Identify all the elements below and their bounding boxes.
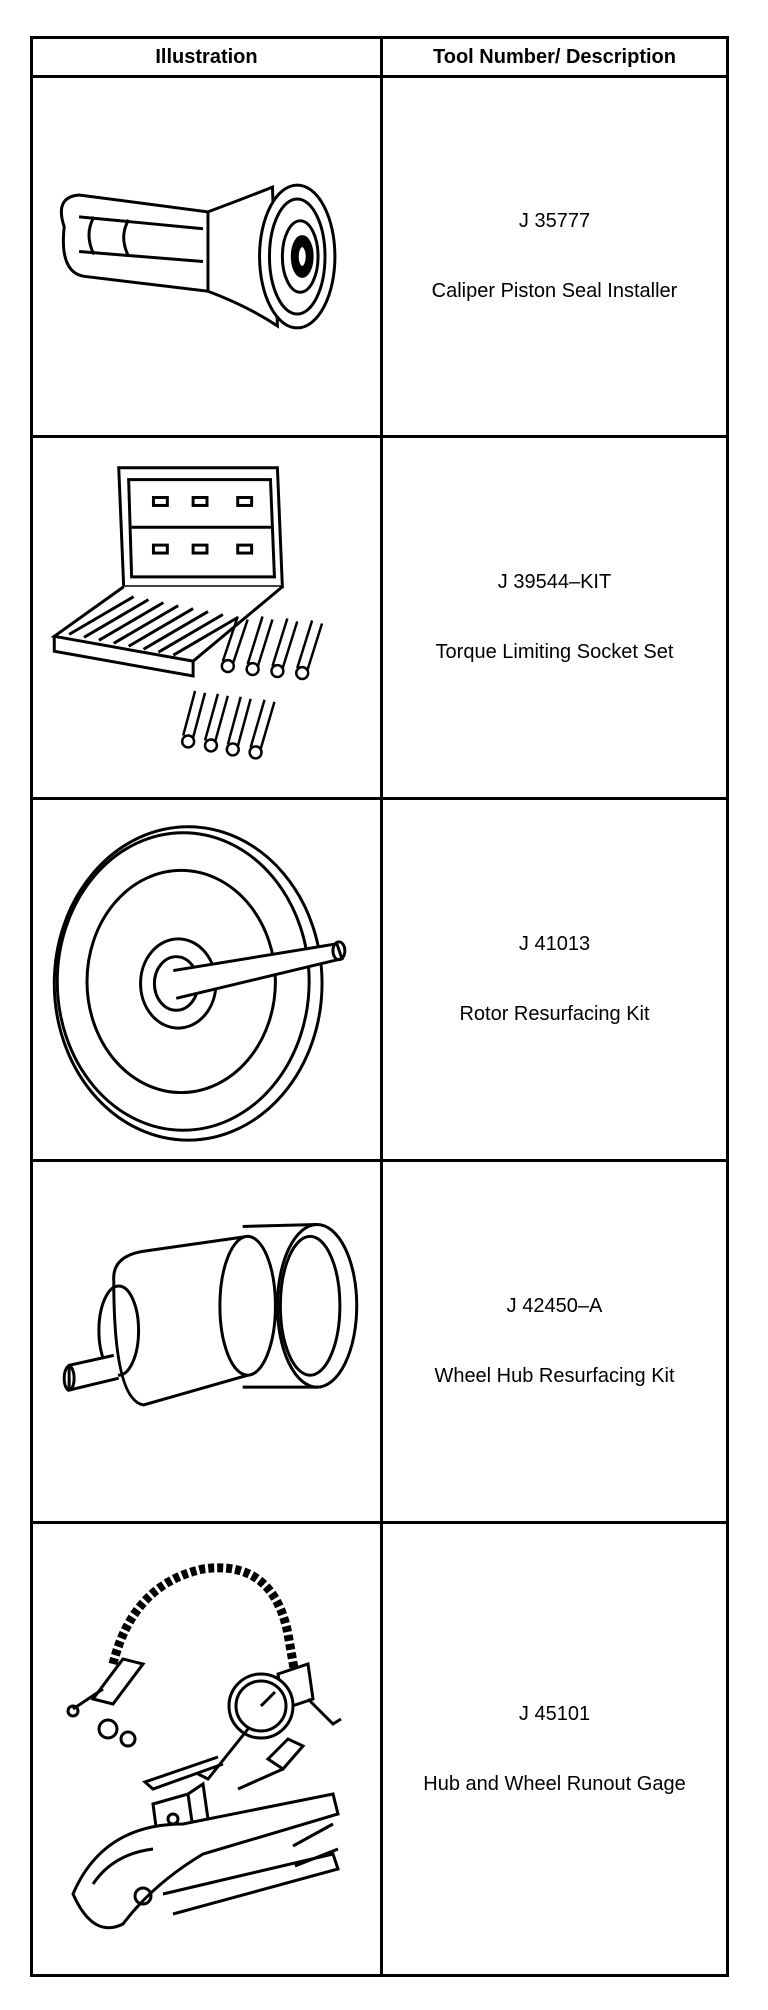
seal-installer-icon	[33, 78, 380, 435]
tool-description-cell	[383, 800, 726, 1159]
tool-description-cell	[383, 438, 726, 797]
header-tool-description: Tool Number/ Description	[433, 46, 676, 68]
tool-description-cell	[383, 78, 726, 435]
table-row	[33, 78, 726, 438]
tool-name: Caliper Piston Seal Installer	[431, 280, 678, 302]
table-row	[33, 1524, 726, 1974]
tool-name: Hub and Wheel Runout Gage	[423, 1772, 686, 1795]
table-row	[33, 438, 726, 800]
tool-description-cell	[383, 1524, 726, 1974]
tool-description-cell	[383, 1162, 726, 1521]
tool-name: Wheel Hub Resurfacing Kit	[434, 1365, 675, 1387]
table-header	[33, 39, 726, 78]
tool-number: J 35777	[518, 210, 591, 232]
hub-kit-icon	[33, 1162, 380, 1521]
tool-number: J 39544–KIT	[497, 571, 612, 593]
rotor-kit-icon	[33, 800, 380, 1159]
tool-name: Torque Limiting Socket Set	[435, 641, 674, 663]
table-row	[33, 1162, 726, 1524]
tool-number: J 41013	[518, 933, 591, 955]
runout-gage-icon	[33, 1524, 380, 1974]
socket-set-icon	[33, 438, 380, 797]
tool-table	[30, 36, 729, 1977]
tool-number: J 45101	[518, 1702, 591, 1725]
table-row	[33, 800, 726, 1162]
header-illustration: Illustration	[155, 46, 258, 68]
tool-name: Rotor Resurfacing Kit	[459, 1003, 650, 1025]
tool-number: J 42450–A	[506, 1295, 603, 1317]
